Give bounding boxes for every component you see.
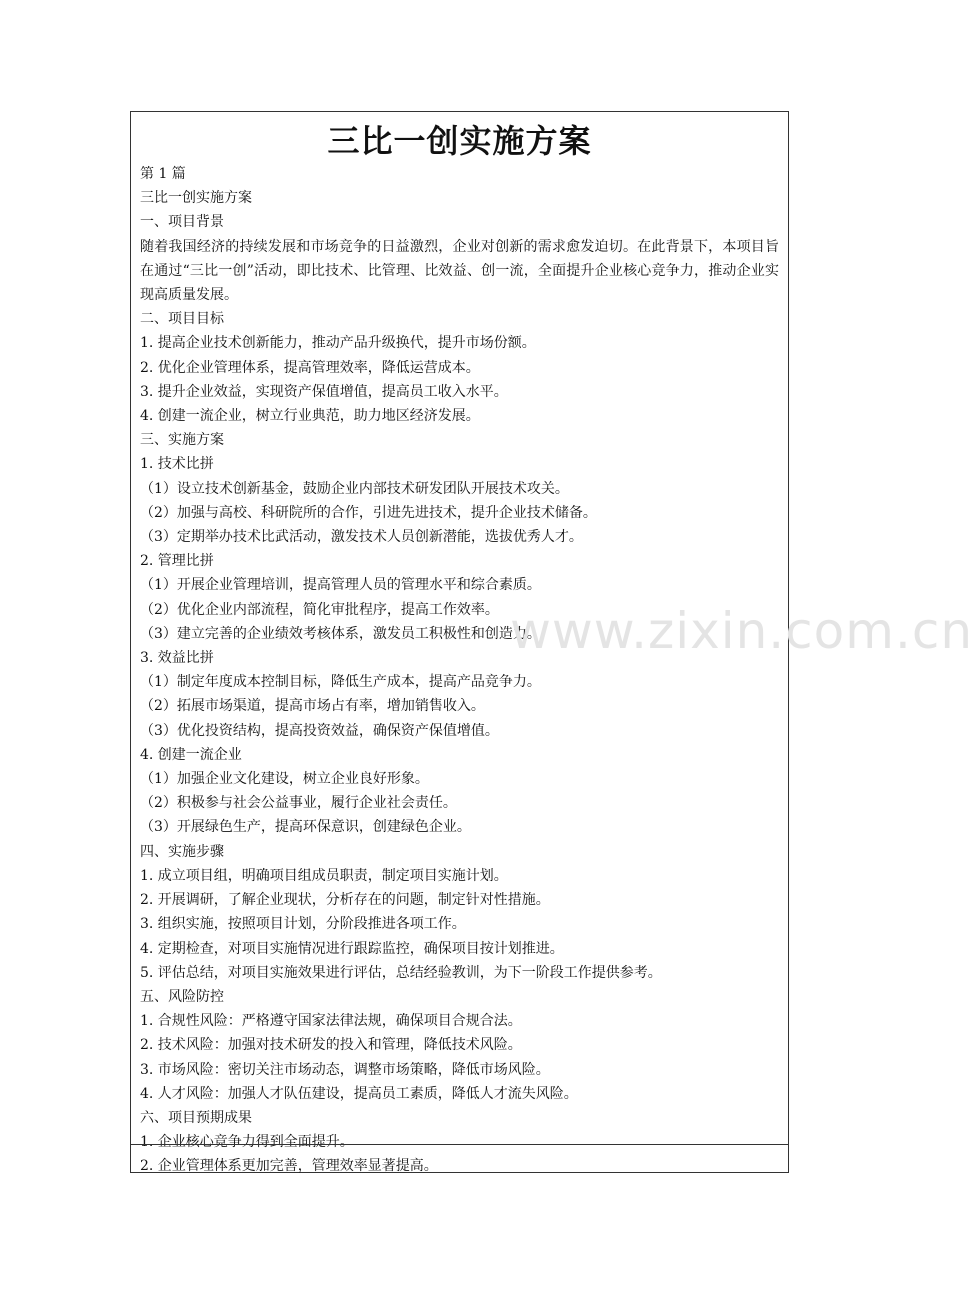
list-item: 1. 合规性风险：严格遵守国家法律法规，确保项目合规合法。 <box>140 1013 522 1030</box>
list-item: 2. 技术风险：加强对技术研发的投入和管理，降低技术风险。 <box>140 1037 522 1054</box>
list-item: （1）加强企业文化建设，树立企业良好形象。 <box>140 771 429 788</box>
list-item: 2. 优化企业管理体系，提高管理效率，降低运营成本。 <box>140 359 480 376</box>
list-item: （1）开展企业管理培训，提高管理人员的管理水平和综合素质。 <box>140 577 541 594</box>
list-item: 2. 开展调研，了解企业现状，分析存在的问题，制定针对性措施。 <box>140 892 550 909</box>
list-item: 5. 评估总结，对项目实施效果进行评估，总结经验教训，为下一阶段工作提供参考。 <box>140 964 662 981</box>
list-item: 2. 企业管理体系更加完善，管理效率显著提高。 <box>140 1158 438 1175</box>
list-item: 4. 定期检查，对项目实施情况进行跟踪监控，确保项目按计划推进。 <box>140 940 564 957</box>
subsection-heading: 2. 管理比拼 <box>140 553 214 570</box>
table-divider <box>131 1144 788 1145</box>
list-item: （3）定期举办技术比武活动，激发技术人员创新潜能，选拔优秀人才。 <box>140 529 583 546</box>
document-title: 三比一创实施方案 <box>327 122 592 160</box>
list-item: （2）优化企业内部流程，简化审批程序，提高工作效率。 <box>140 601 499 618</box>
list-item: （3）优化投资结构，提高投资效益，确保资产保值增值。 <box>140 722 499 739</box>
chapter-label: 第 1 篇 <box>140 166 186 182</box>
subsection-heading: 3. 效益比拼 <box>140 650 214 667</box>
list-item: 3. 市场风险：密切关注市场动态，调整市场策略，降低市场风险。 <box>140 1061 550 1078</box>
subsection-heading: 4. 创建一流企业 <box>140 746 242 763</box>
list-item: （3）开展绿色生产，提高环保意识，创建绿色企业。 <box>140 819 471 836</box>
section-heading: 五、风险防控 <box>140 988 224 1005</box>
subtitle: 三比一创实施方案 <box>140 190 252 207</box>
list-item: 1. 成立项目组，明确项目组成员职责，制定项目实施计划。 <box>140 867 508 884</box>
list-item: 1. 企业核心竞争力得到全面提升。 <box>140 1134 354 1151</box>
list-item: （2）加强与高校、科研院所的合作，引进先进技术，提升企业技术储备。 <box>140 504 597 521</box>
section-heading: 二、项目目标 <box>140 311 224 328</box>
section-heading: 三、实施方案 <box>140 432 224 449</box>
list-item: （1）制定年度成本控制目标，降低生产成本，提高产品竞争力。 <box>140 674 541 691</box>
section-heading: 六、项目预期成果 <box>140 1109 252 1126</box>
list-item: 3. 组织实施，按照项目计划，分阶段推进各项工作。 <box>140 916 466 933</box>
background-paragraph: 随着我国经济的持续发展和市场竞争的日益激烈，企业对创新的需求愈发迫切。在此背景下，本项目旨在通过“三比一创”活动，即比技术、比管理、比效益、创一流，全面提升企业核心竞争力，推动企业实现高质量发展。 <box>140 238 779 304</box>
section-heading: 一、项目背景 <box>140 214 224 231</box>
document-frame <box>130 111 789 1173</box>
list-item: （3）建立完善的企业绩效考核体系，激发员工积极性和创造力。 <box>140 625 541 642</box>
section-heading: 四、实施步骤 <box>140 843 224 860</box>
list-item: （1）设立技术创新基金，鼓励企业内部技术研发团队开展技术攻关。 <box>140 480 569 497</box>
list-item: 4. 人才风险：加强人才队伍建设，提高员工素质，降低人才流失风险。 <box>140 1085 578 1102</box>
list-item: 1. 提高企业技术创新能力，推动产品升级换代，提升市场份额。 <box>140 335 536 352</box>
document-body <box>140 162 779 1179</box>
list-item: 3. 提升企业效益，实现资产保值增值，提高员工收入水平。 <box>140 383 508 400</box>
list-item: （2）积极参与社会公益事业，履行企业社会责任。 <box>140 795 457 812</box>
watermark: www.zixin.com.cn <box>510 602 973 660</box>
list-item: （2）拓展市场渠道，提高市场占有率，增加销售收入。 <box>140 698 485 715</box>
list-item: 4. 创建一流企业，树立行业典范，助力地区经济发展。 <box>140 408 480 425</box>
subsection-heading: 1. 技术比拼 <box>140 456 214 473</box>
